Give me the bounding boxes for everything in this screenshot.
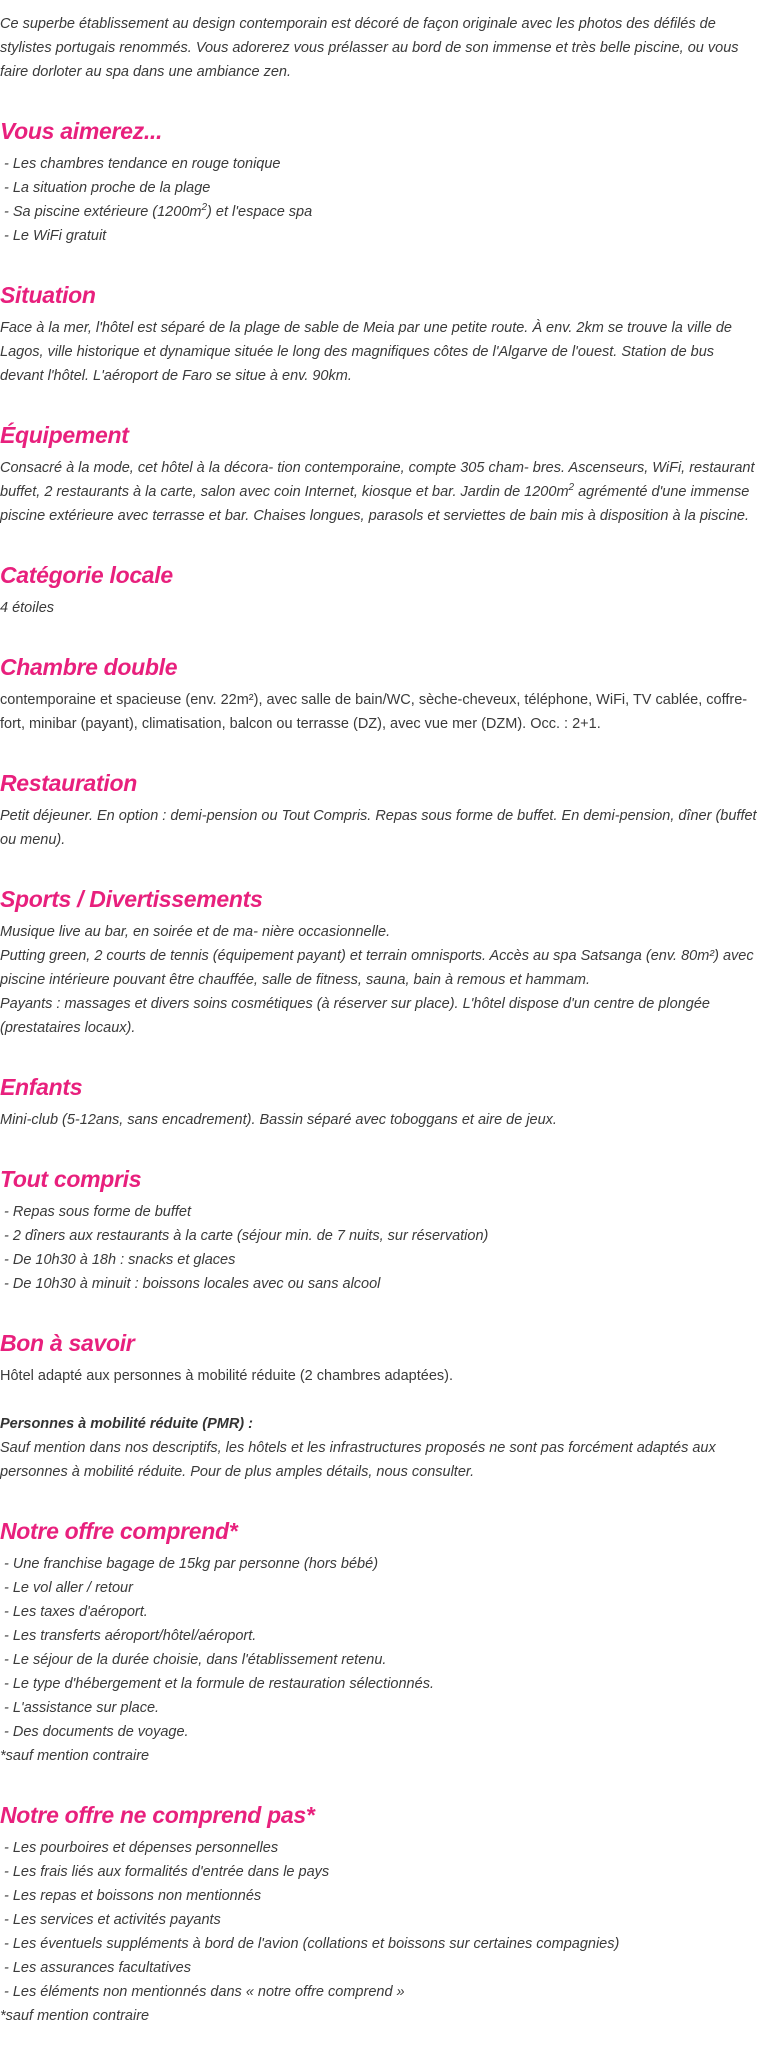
section-tout-compris xyxy=(0,1163,758,1296)
list-item: - Les services et activités payants xyxy=(4,1912,221,1928)
equipement-text xyxy=(0,456,758,528)
list-item: - La situation proche de la plage xyxy=(4,180,211,196)
section-title-enfants: Enfants xyxy=(0,1074,83,1100)
list-item: - Des documents de voyage. xyxy=(4,1724,189,1740)
list-item: - Les repas et boissons non mentionnés xyxy=(4,1888,262,1904)
list-item-suffix: ) et l'espace spa xyxy=(207,204,313,220)
superscript: 2 xyxy=(568,482,575,494)
list-item: - Les transferts aéroport/hôtel/aéroport. xyxy=(4,1628,257,1644)
section-title-categorie: Catégorie locale xyxy=(0,562,173,588)
section-title-equipement: Équipement xyxy=(0,422,129,448)
superscript: 2 xyxy=(201,202,208,214)
section-title-restauration: Restauration xyxy=(0,770,137,796)
tout-compris-list xyxy=(0,1200,758,1296)
list-item: - Le séjour de la durée choisie, dans l'établissement retenu. xyxy=(4,1652,387,1668)
section-title-situation: Situation xyxy=(0,282,96,308)
pmr-title: Personnes à mobilité réduite (PMR) : xyxy=(0,1416,253,1432)
pmr-text: Sauf mention dans nos descriptifs, les hôtels et les infrastructures proposés ne sont pas forcément adaptés aux personnes à mobilité réduite. Pour de plus amples détails, nous consulter. xyxy=(0,1440,716,1480)
offre-comprend-list xyxy=(0,1552,758,1744)
list-item: - Les éléments non mentionnés dans « notre offre comprend » xyxy=(4,1984,405,2000)
offre-ne-comprend-pas-list xyxy=(0,1836,758,2004)
list-item: - Repas sous forme de buffet xyxy=(4,1204,191,1220)
section-equipement xyxy=(0,419,758,528)
section-categorie xyxy=(0,559,758,620)
section-situation xyxy=(0,279,758,388)
section-title-offre-ne-comprend-pas: Notre offre ne comprend pas* xyxy=(0,1802,315,1828)
restauration-text: Petit déjeuner. En option : demi-pension ou Tout Compris. Repas sous forme de buffet. En demi-pension, dîner (buffet ou menu). xyxy=(0,808,757,848)
list-item: - Les taxes d'aéroport. xyxy=(4,1604,148,1620)
offre-comprend-footnote: *sauf mention contraire xyxy=(0,1748,150,1764)
situation-text: Face à la mer, l'hôtel est séparé de la plage de sable de Meia par une petite route. À env. 2km se trouve la ville de Lagos, ville historique et dynamique située le long des magnifiques côtes de l'Algarve de l'ouest. Station de bus devant l'hôtel. L'aéroport de Faro se situe à env. 90km. xyxy=(0,320,732,384)
section-vous-aimerez xyxy=(0,115,758,248)
bon-a-savoir-text: Hôtel adapté aux personnes à mobilité réduite (2 chambres adaptées). xyxy=(0,1368,453,1384)
section-title-sports: Sports / Divertissements xyxy=(0,886,263,912)
list-item: - Une franchise bagage de 15kg par personne (hors bébé) xyxy=(4,1556,379,1572)
list-item: - Le type d'hébergement et la formule de restauration sélectionnés. xyxy=(4,1676,434,1692)
list-item: - Le vol aller / retour xyxy=(4,1580,133,1596)
section-offre-ne-comprend-pas xyxy=(0,1799,758,2028)
list-item: - Les pourboires et dépenses personnelles xyxy=(4,1840,279,1856)
equipement-text-after: agrémenté d'une immense piscine extérieure avec terrasse et bar. Chaises longues, parasols et serviettes de bain mis à disposition à la piscine. xyxy=(0,484,750,524)
list-item: - Les éventuels suppléments à bord de l'avion (collations et boissons sur certaines compagnies) xyxy=(4,1936,620,1952)
section-title-bon-a-savoir: Bon à savoir xyxy=(0,1330,135,1356)
section-title-chambre: Chambre double xyxy=(0,654,178,680)
list-item: - Les assurances facultatives xyxy=(4,1960,191,1976)
section-chambre xyxy=(0,651,758,736)
equipement-text-before: Consacré à la mode, cet hôtel à la décora- tion contemporaine, compte 305 cham- bres. Ascenseurs, WiFi, restaurant buffet, 2 restaurants à la carte, salon avec coin Internet, kiosque et bar. Jardin de 1200m xyxy=(0,460,755,500)
categorie-text: 4 étoiles xyxy=(0,600,55,616)
section-title-vous-aimerez: Vous aimerez... xyxy=(0,118,163,144)
list-item: - 2 dîners aux restaurants à la carte (séjour min. de 7 nuits, sur réservation) xyxy=(4,1228,489,1244)
section-title-offre-comprend: Notre offre comprend* xyxy=(0,1518,238,1544)
sports-text-3: Payants : massages et divers soins cosmétiques (à réserver sur place). L'hôtel dispose d'un centre de plongée (prestataires locaux). xyxy=(0,996,710,1036)
section-sports xyxy=(0,883,758,1040)
sports-text-1: Musique live au bar, en soirée et de ma- nière occasionnelle. xyxy=(0,924,391,940)
enfants-text: Mini-club (5-12ans, sans encadrement). Bassin séparé avec toboggans et aire de jeux. xyxy=(0,1112,557,1128)
vous-aimerez-list xyxy=(0,152,758,248)
list-item xyxy=(0,200,758,224)
section-restauration xyxy=(0,767,758,852)
section-offre-comprend xyxy=(0,1515,758,1768)
section-enfants xyxy=(0,1071,758,1132)
section-bon-a-savoir xyxy=(0,1327,758,1484)
intro-text: Ce superbe établissement au design contemporain est décoré de façon originale avec les photos des défilés de stylistes portugais renommés. Vous adorerez vous prélasser au bord de son immense et très belle piscine, ou vous faire dorloter au spa dans une ambiance zen. xyxy=(0,16,739,80)
offre-ne-comprend-pas-footnote: *sauf mention contraire xyxy=(0,2008,150,2024)
list-item: - Les frais liés aux formalités d'entrée dans le pays xyxy=(4,1864,330,1880)
list-item: - De 10h30 à minuit : boissons locales avec ou sans alcool xyxy=(4,1276,381,1292)
list-item: - Le WiFi gratuit xyxy=(4,228,107,244)
pmr-block xyxy=(0,1412,758,1484)
list-item: - L'assistance sur place. xyxy=(4,1700,160,1716)
chambre-text: contemporaine et spacieuse (env. 22m²), avec salle de bain/WC, sèche-cheveux, téléphone, WiFi, TV cablée, coffre-fort, minibar (payant), climatisation, balcon ou terrasse (DZ), avec vue mer (DZM). Occ. : 2+1. xyxy=(0,692,748,732)
section-title-tout-compris: Tout compris xyxy=(0,1166,142,1192)
list-item-text: - Sa piscine extérieure (1200m xyxy=(4,204,202,220)
list-item: - De 10h30 à 18h : snacks et glaces xyxy=(4,1252,236,1268)
sports-text-2: Putting green, 2 courts de tennis (équipement payant) et terrain omnisports. Accès au spa Satsanga (env. 80m²) avec piscine intérieure pouvant être chauffée, salle de fitness, sauna, bain à remous et hammam. xyxy=(0,948,754,988)
list-item: - Les chambres tendance en rouge tonique xyxy=(4,156,281,172)
